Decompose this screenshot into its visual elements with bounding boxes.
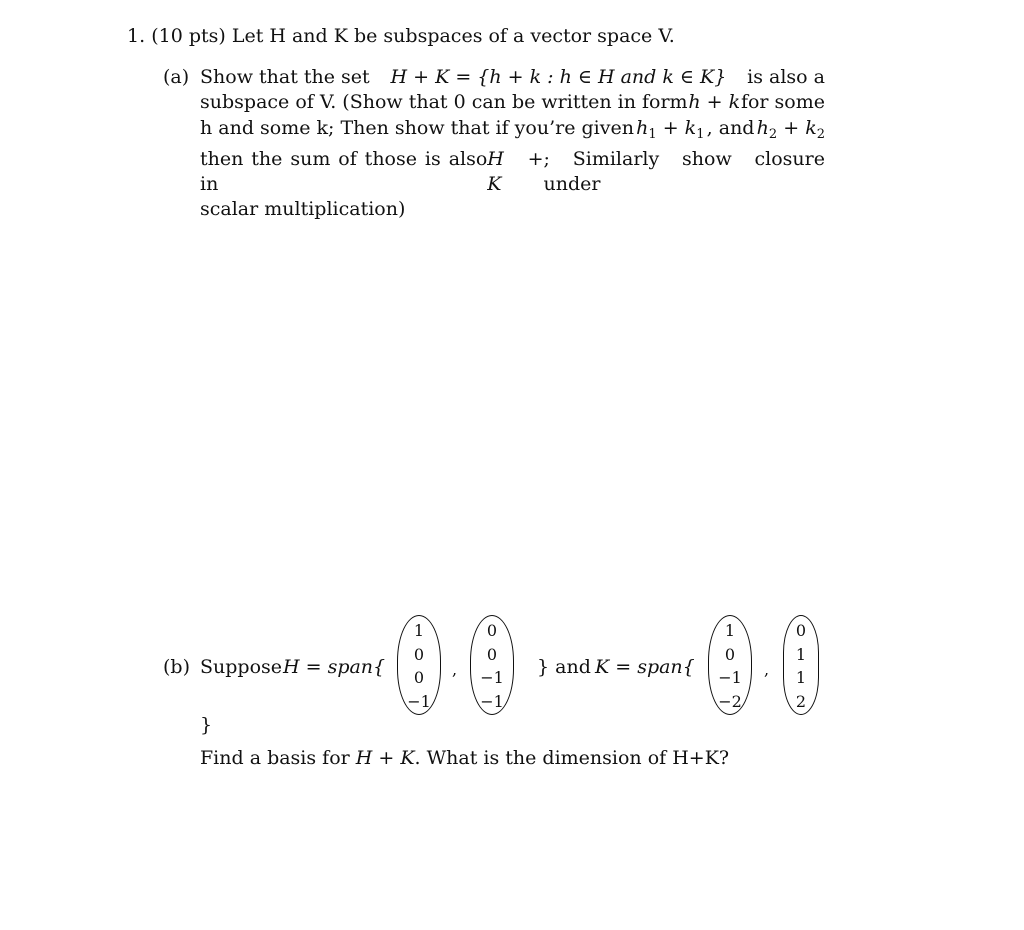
- k-vector-1-entry: −1: [718, 668, 742, 687]
- part-a-line-5: scalar multiplication): [200, 198, 406, 221]
- h-vector-2-entry: 0: [486, 644, 498, 664]
- part-a-label: (a): [163, 66, 190, 88]
- h-vector-2-entry: 0: [486, 621, 498, 640]
- part-a-line-3: h and some k; Then show that if you’re given $h_1 + k_1$ , and $h_2 + k_2$: [200, 116, 825, 142]
- closing-brace: }: [200, 714, 213, 736]
- k-vector-1-entry: −2: [718, 691, 742, 711]
- comma: ,: [452, 660, 458, 679]
- k-vector-2: [783, 615, 819, 715]
- k-vector-1: [708, 615, 752, 715]
- part-a-line-1: Show that the set H + K = {h + k : h ∈ H and k ∈ K} is also a: [200, 65, 825, 90]
- h-vector-1-entry: 1: [413, 621, 425, 640]
- part-a-line-4: then the sum of those is also in H + K ; Similarly show closure under: [200, 147, 825, 196]
- set-definition: H + K = {h + k : h ∈ H and k ∈ K}: [390, 66, 727, 88]
- h-vector-1-entry: 0: [413, 644, 425, 664]
- problem-statement: Let H and K be subspaces of a vector space V.: [231, 25, 675, 47]
- part-b-label: (b): [163, 656, 190, 678]
- k-vector-1-entry: 0: [724, 644, 736, 664]
- k-vector-2-entry: 2: [795, 691, 807, 711]
- h-span-label: H = span{: [283, 656, 386, 678]
- problem-number: 1.: [127, 25, 146, 47]
- k-span-label: K = span{: [595, 656, 695, 678]
- problem-points: (10 pts): [151, 25, 226, 47]
- h-vector-1: [397, 615, 441, 715]
- k-vector-2-entry: 1: [795, 644, 807, 664]
- k-vector-2-entry: 0: [795, 621, 807, 640]
- h-vector-2-entry: −1: [480, 668, 504, 687]
- k-vector-1-entry: 1: [724, 621, 736, 640]
- h-vector-1-entry: 0: [413, 668, 425, 687]
- and-text: } and: [537, 656, 591, 678]
- k-vector-2-entry: 1: [795, 668, 807, 687]
- problem-header: [127, 24, 675, 49]
- part-a-text: [200, 65, 825, 223]
- question-text: Find a basis for H + K. What is the dimension of H+K?: [200, 747, 730, 769]
- suppose-text: Suppose: [200, 656, 283, 678]
- part-a-line-2: subspace of V. (Show that 0 can be written in form h + k for some: [200, 91, 825, 114]
- comma: ,: [764, 660, 770, 679]
- h-vector-2: [470, 615, 514, 715]
- h-vector-2-entry: −1: [480, 691, 504, 711]
- h-vector-1-entry: −1: [407, 691, 431, 711]
